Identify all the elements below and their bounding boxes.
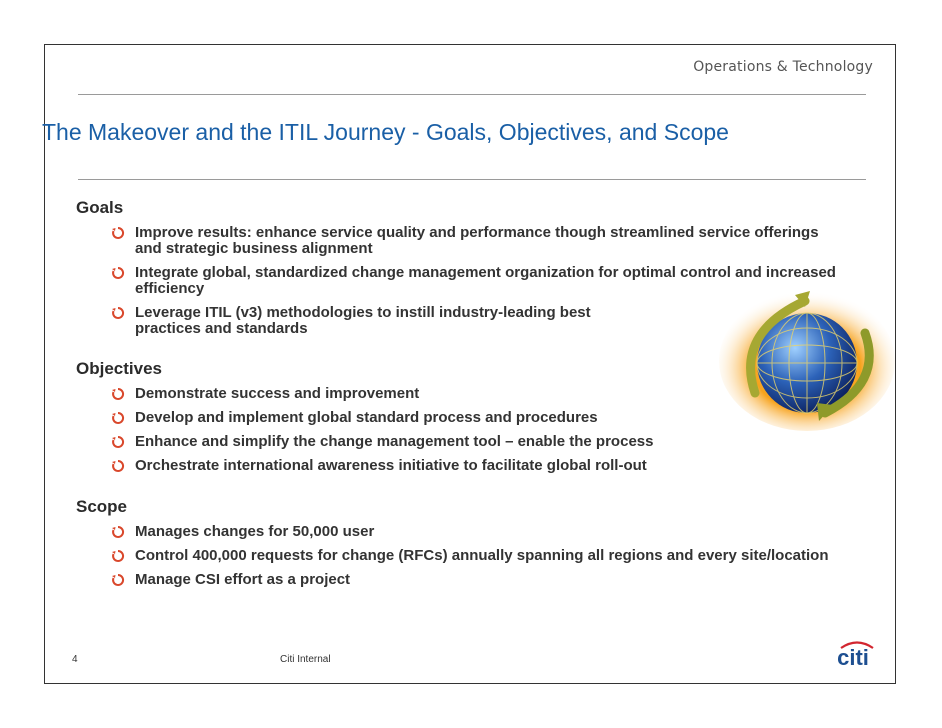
title-divider [78, 179, 866, 180]
top-divider [78, 94, 866, 95]
list-item: Control 400,000 requests for change (RFCs) annually spanning all regions and every site/location [109, 548, 865, 564]
list-item: Improve results: enhance service quality and performance though streamlined service offerings and strategic business alignment [109, 225, 825, 257]
citi-logo [827, 639, 879, 667]
list-item: Manages changes for 50,000 user [109, 524, 855, 540]
section-heading-objectives: Objectives [76, 359, 162, 378]
page-number: 4 [72, 654, 78, 665]
circular-arrow-icon [111, 411, 125, 425]
circular-arrow-icon [111, 435, 125, 449]
circular-arrow-icon [111, 266, 125, 280]
list-item: Enhance and simplify the change management tool – enable the process [109, 434, 855, 450]
circular-arrow-icon [111, 226, 125, 240]
circular-arrow-icon [111, 549, 125, 563]
circular-arrow-icon [111, 525, 125, 539]
circular-arrow-icon [111, 459, 125, 473]
section-heading-goals: Goals [76, 198, 124, 217]
globe-arrows-icon [715, 273, 895, 433]
list-item: Demonstrate success and improvement [109, 386, 855, 402]
list-item: Orchestrate international awareness initiative to facilitate global roll-out [109, 458, 855, 474]
list-item: Manage CSI effort as a project [109, 572, 855, 588]
circular-arrow-icon [111, 573, 125, 587]
slide [44, 44, 896, 684]
slide-title: The Makeover and the ITIL Journey - Goals, Objectives, and Scope [42, 119, 729, 145]
list-item: Integrate global, standardized change management organization for optimal control and increased efficiency [109, 265, 855, 297]
list-item: Develop and implement global standard process and procedures [109, 410, 855, 426]
circular-arrow-icon [111, 306, 125, 320]
classification-label: Citi Internal [280, 654, 331, 665]
scope-list [109, 524, 865, 596]
section-heading-scope: Scope [76, 497, 128, 516]
circular-arrow-icon [111, 387, 125, 401]
list-item: Leverage ITIL (v3) methodologies to instill industry-leading best practices and standards [109, 305, 655, 337]
brand-label: Operations & Technology [693, 59, 873, 75]
logo-wordmark: citi [837, 645, 869, 667]
